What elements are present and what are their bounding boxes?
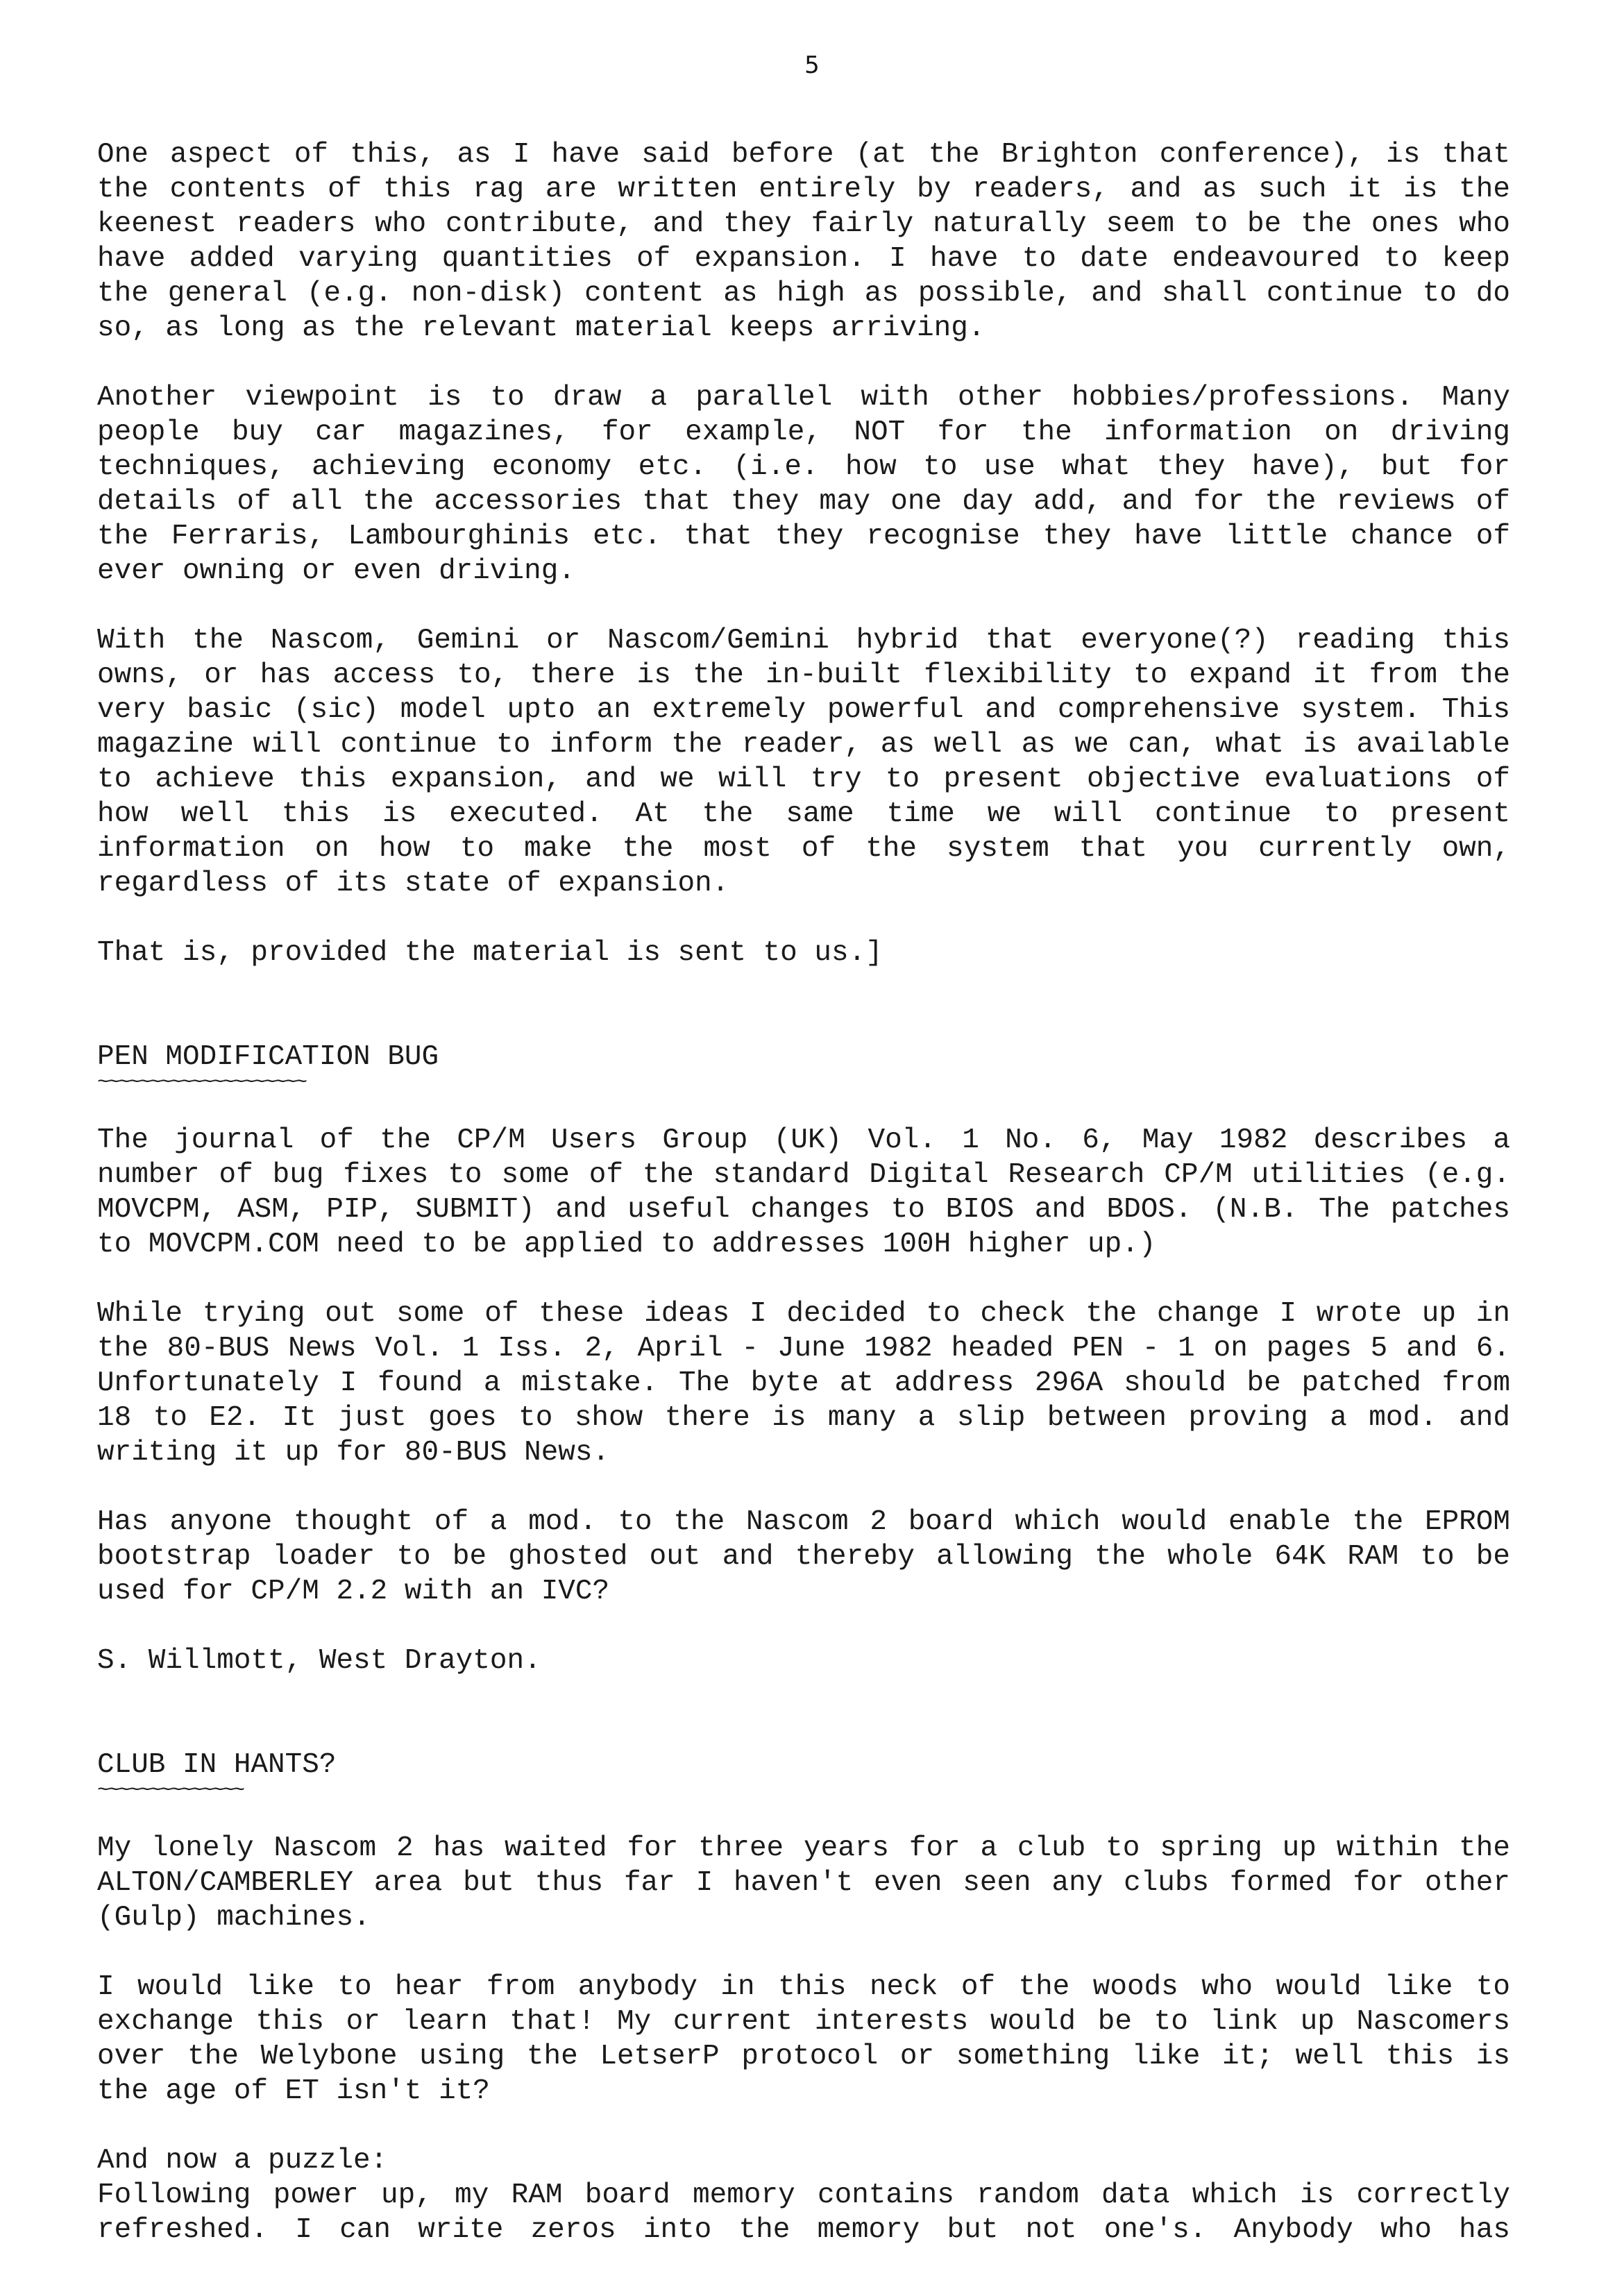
text-line: One aspect of this, as I have said before (at the Brighton conference), is that bbox=[97, 139, 1510, 171]
text-line: the general (e.g. non-disk) content as high as possible, and shall continue to do bbox=[97, 278, 1510, 310]
text-line: I would like to hear from anybody in this neck of the woods who would like to bbox=[97, 1971, 1510, 2003]
intro-paragraph-1 bbox=[97, 137, 1510, 346]
club-paragraph-2 bbox=[97, 1970, 1510, 2109]
text-line: owns, or has access to, there is the in-built flexibility to expand it from the bbox=[97, 659, 1510, 691]
text-line: the contents of this rag are written entirely by readers, and as such it is the bbox=[97, 174, 1510, 205]
text-line: My lonely Nascom 2 has waited for three years for a club to spring up within the bbox=[97, 1832, 1510, 1864]
text-line: so, as long as the relevant material keeps arriving. bbox=[97, 312, 986, 344]
text-line: MOVCPM, ASM, PIP, SUBMIT) and useful changes to BIOS and BDOS. (N.B. The patches bbox=[97, 1194, 1510, 1226]
intro-paragraph-3 bbox=[97, 623, 1510, 901]
text-line: information on how to make the most of the system that you currently own, bbox=[97, 833, 1510, 865]
text-line: While trying out some of these ideas I decided to check the change I wrote up in bbox=[97, 1298, 1510, 1330]
pen-paragraph-1 bbox=[97, 1123, 1510, 1262]
text-line: the Ferraris, Lambourghinis etc. that they recognise they have little chance of bbox=[97, 521, 1510, 552]
text-line: That is, provided the material is sent to us.] bbox=[97, 937, 883, 969]
page-number: 5 bbox=[804, 51, 820, 79]
text-line: the age of ET isn't it? bbox=[97, 2075, 490, 2107]
tilde-underline: ~~~~~~~~~~~~~~ bbox=[97, 1779, 244, 1803]
text-line: regardless of its state of expansion. bbox=[97, 868, 729, 900]
text-line: Unfortunately I found a mistake. The byte at address 296A should be patched from bbox=[97, 1367, 1510, 1399]
club-paragraph-3 bbox=[97, 2143, 1510, 2247]
pen-signature bbox=[97, 1644, 1510, 1678]
document-body bbox=[97, 137, 1510, 2247]
text-line: And now a puzzle: bbox=[97, 2145, 388, 2177]
pen-paragraph-3 bbox=[97, 1505, 1510, 1609]
text-line: number of bug fixes to some of the standard Digital Research CP/M utilities (e.g. bbox=[97, 1159, 1510, 1191]
text-line: keenest readers who contribute, and they fairly naturally seem to be the ones who bbox=[97, 208, 1510, 240]
text-line: over the Welybone using the LetserP protocol or something like it; well this is bbox=[97, 2041, 1510, 2073]
section-title: PEN MODIFICATION BUG bbox=[97, 1041, 439, 1073]
text-line: exchange this or learn that! My current interests would be to link up Nascomers bbox=[97, 2006, 1510, 2038]
text-line: writing it up for 80-BUS News. bbox=[97, 1437, 610, 1469]
text-line: (Gulp) machines. bbox=[97, 1902, 371, 1934]
section-heading-club-in-hants bbox=[97, 1748, 1510, 1803]
intro-paragraph-2 bbox=[97, 380, 1510, 589]
text-line: details of all the accessories that they may one day add, and for the reviews of bbox=[97, 486, 1510, 518]
text-line: to MOVCPM.COM need to be applied to addresses 100H higher up.) bbox=[97, 1229, 1156, 1260]
author-signature: S. Willmott, West Drayton. bbox=[97, 1645, 541, 1677]
text-line: refreshed. I can write zeros into the memory but not one's. Anybody who has bbox=[97, 2214, 1510, 2246]
section-heading-pen-modification-bug bbox=[97, 1040, 1510, 1095]
text-line: ALTON/CAMBERLEY area but thus far I haven't even seen any clubs formed for other bbox=[97, 1867, 1510, 1899]
text-line: ever owning or even driving. bbox=[97, 555, 575, 587]
pen-paragraph-2 bbox=[97, 1297, 1510, 1470]
text-line: the 80-BUS News Vol. 1 Iss. 2, April - June 1982 headed PEN - 1 on pages 5 and 6. bbox=[97, 1333, 1510, 1365]
text-line: With the Nascom, Gemini or Nascom/Gemini hybrid that everyone(?) reading this bbox=[97, 625, 1510, 657]
club-paragraph-1 bbox=[97, 1831, 1510, 1935]
intro-paragraph-4 bbox=[97, 936, 1510, 970]
text-line: The journal of the CP/M Users Group (UK) Vol. 1 No. 6, May 1982 describes a bbox=[97, 1124, 1510, 1156]
text-line: have added varying quantities of expansion. I have to date endeavoured to keep bbox=[97, 243, 1510, 275]
text-line: magazine will continue to inform the reader, as well as we can, what is available bbox=[97, 729, 1510, 761]
text-line: 18 to E2. It just goes to show there is many a slip between proving a mod. and bbox=[97, 1402, 1510, 1434]
text-line: techniques, achieving economy etc. (i.e. how to use what they have), but for bbox=[97, 451, 1510, 483]
text-line: Following power up, my RAM board memory contains random data which is correctly bbox=[97, 2179, 1510, 2211]
section-title: CLUB IN HANTS? bbox=[97, 1749, 337, 1781]
text-line: Has anyone thought of a mod. to the Nascom 2 board which would enable the EPROM bbox=[97, 1506, 1510, 1538]
text-line: people buy car magazines, for example, NOT for the information on driving bbox=[97, 416, 1510, 448]
text-line: very basic (sic) model upto an extremely powerful and comprehensive system. This bbox=[97, 694, 1510, 726]
text-line: bootstrap loader to be ghosted out and thereby allowing the whole 64K RAM to be bbox=[97, 1541, 1510, 1573]
text-line: how well this is executed. At the same time we will continue to present bbox=[97, 798, 1510, 830]
tilde-underline: ~~~~~~~~~~~~~~~~~~~~ bbox=[97, 1071, 306, 1095]
text-line: to achieve this expansion, and we will try to present objective evaluations of bbox=[97, 763, 1510, 795]
text-line: Another viewpoint is to draw a parallel with other hobbies/professions. Many bbox=[97, 382, 1510, 414]
text-line: used for CP/M 2.2 with an IVC? bbox=[97, 1576, 610, 1607]
